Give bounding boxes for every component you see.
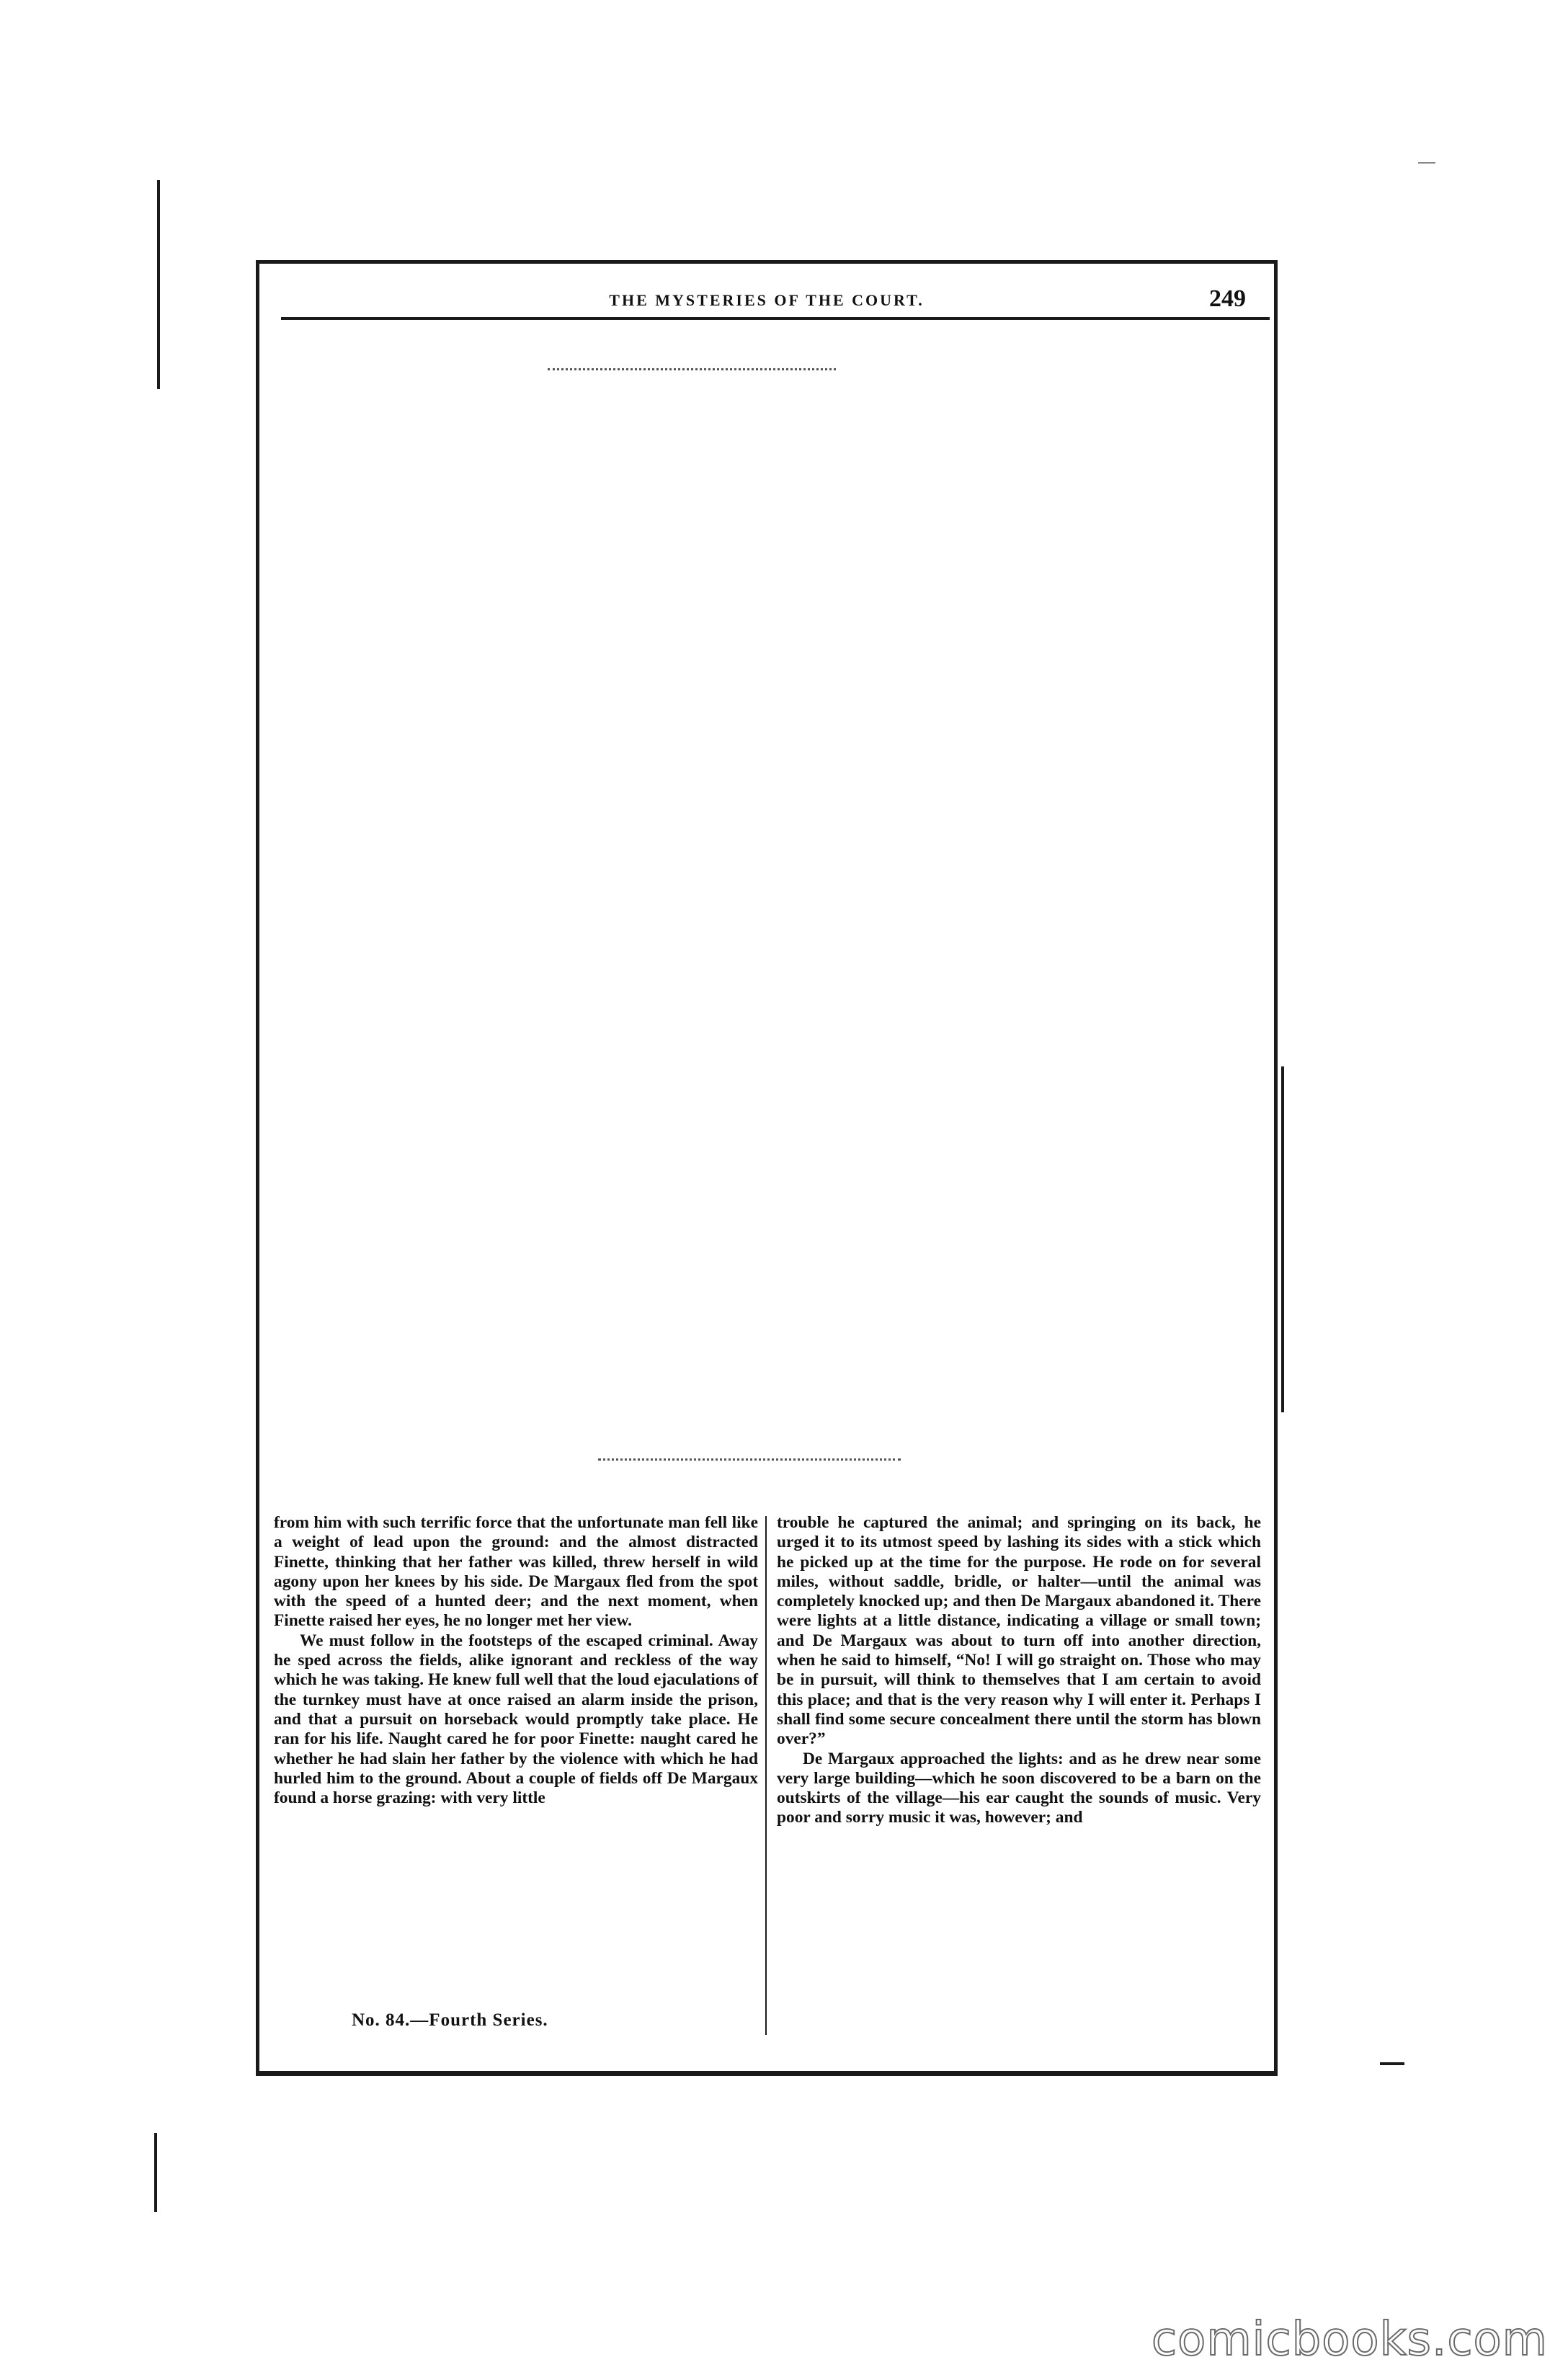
scan-edge-mark — [1418, 162, 1435, 164]
paragraph: We must follow in the footsteps of the escaped criminal. Away he sped across the fields, alike ignorant and reckless of the way which he was taking. He knew full well that the loud ejaculations of the turnkey must have at once raised an alarm inside the prison, and that a pursuit on horseback would promptly take place. He ran for his life. Naught cared he for poor Finette: naught cared he whether he had slain her father by the violence with which he had hurled him to the ground. About a couple of fields off De Margaux found a horse grazing: with very little — [274, 1631, 758, 1808]
scan-edge-mark — [1281, 1066, 1284, 1412]
scan-edge-mark — [157, 180, 160, 389]
paragraph: De Margaux approached the lights: and as he drew near some very large building—which he soon discovered to be a barn on the outskirts of the village—his ear caught the sounds of music. Very poor and sorry music it was, however; and — [777, 1749, 1261, 1827]
header-rule — [281, 317, 1270, 320]
blank-area-top-dots — [548, 368, 836, 370]
text-column-left — [274, 1513, 758, 1808]
paragraph: from him with such terrific force that the unfortunate man fell like a weight of lead upon the ground: and the almost distracted Finette, thinking that her father was killed, threw herself in wild agony upon her knees by his side. De Margaux fled from the spot with the speed of a hunted deer; and the next moment, when Finette raised her eyes, he no longer met her view. — [274, 1513, 758, 1631]
series-note: No. 84.—Fourth Series. — [352, 2010, 548, 2030]
blank-area-bottom-dots — [598, 1458, 901, 1461]
paragraph: trouble he captured the animal; and springing on its back, he urged it to its utmost speed by lashing its sides with a stick which he picked up at the time for the purpose. He rode on for several miles, without saddle, bridle, or halter—until the animal was completely knocked up; and then De Margaux abandoned it. There were lights at a little distance, indicating a village or small town; and De Margaux was about to turn off into another direction, when he said to himself, “No! I will go straight on. Those who may be in pursuit, will think to themselves that I am certain to avoid this place; and that is the very reason why I will enter it. Perhaps I shall find some secure concealment there until the storm has blown over?” — [777, 1513, 1261, 1749]
column-divider — [765, 1516, 767, 2035]
text-column-right — [777, 1513, 1261, 1828]
page-number: 249 — [1209, 285, 1246, 312]
watermark: comicbooks.com — [1151, 2313, 1548, 2366]
scan-edge-mark — [154, 2133, 157, 2212]
running-header: THE MYSTERIES OF THE COURT. — [609, 291, 925, 309]
scan-edge-mark — [1380, 2062, 1404, 2065]
